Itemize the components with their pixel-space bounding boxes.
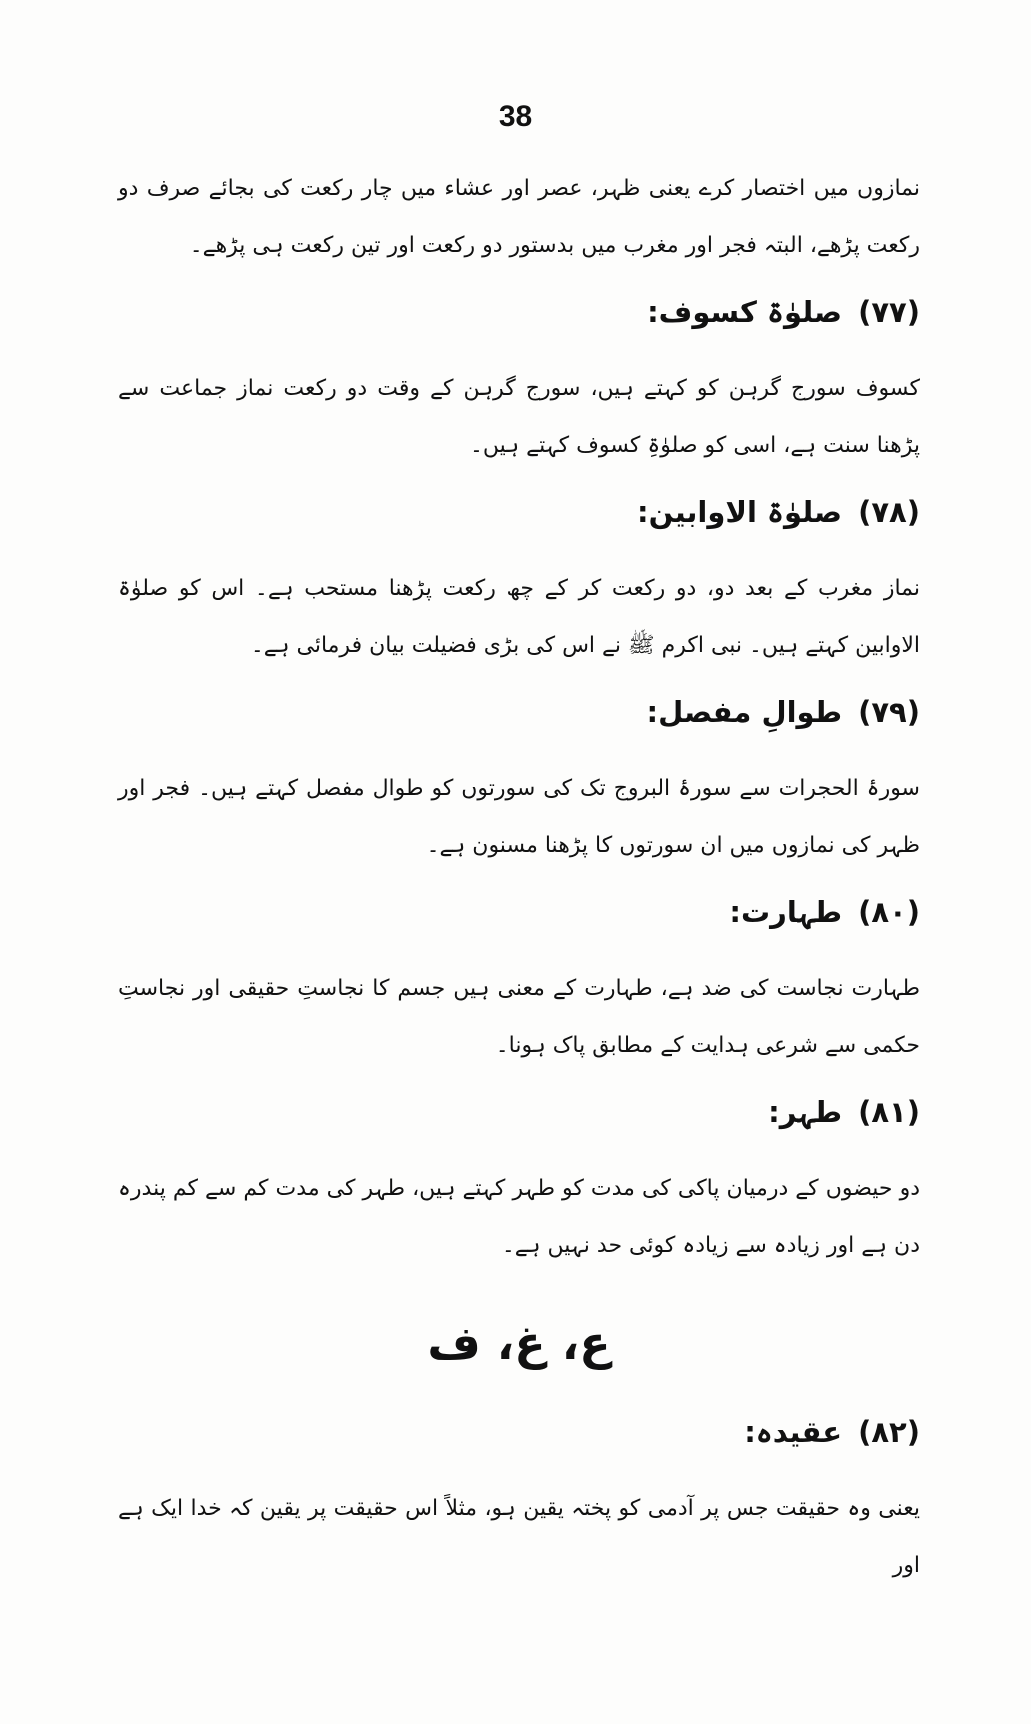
page-content — [118, 160, 920, 1594]
heading-taharat — [118, 882, 920, 942]
heading-title: طہر: — [768, 1095, 843, 1129]
heading-title: عقیدہ: — [744, 1415, 843, 1449]
paragraph-salat-awwabin: نماز مغرب کے بعد دو، دو رکعت کر کے چھ رکعت پڑھنا مستحب ہے۔ اس کو صلوٰۃ الاوابین کہتے ہیں۔ نبی اکرم ﷺ نے اس کی بڑی فضیلت بیان فرمائی ہے۔ — [118, 576, 920, 658]
heading-number: (۸۰) — [858, 895, 920, 929]
paragraph-tiwal-mufassal: سورۂ الحجرات سے سورۂ البروج تک کی سورتوں کو طوال مفصل کہتے ہیں۔ فجر اور ظہر کی نمازوں میں ان سورتوں کا پڑھنا مسنون ہے۔ — [118, 776, 920, 858]
heading-number: (۸۱) — [858, 1095, 920, 1129]
heading-salat-awwabin — [118, 482, 920, 542]
heading-title: صلوٰۃ الاوابین: — [637, 495, 843, 529]
paragraph-aqeedah: یعنی وہ حقیقت جس پر آدمی کو پختہ یقین ہو، مثلاً اس حقیقت پر یقین کہ خدا ایک ہے اور — [118, 1496, 920, 1578]
paragraph-taharat: طہارت نجاست کی ضد ہے، طہارت کے معنی ہیں جسم کا نجاستِ حقیقی اور نجاستِ حکمی سے شرعی ہدایت کے مطابق پاک ہونا۔ — [118, 976, 920, 1058]
heading-number: (۷۹) — [858, 695, 920, 729]
page-number: 38 — [498, 100, 533, 133]
heading-title: طوالِ مفصل: — [646, 695, 843, 729]
heading-number: (۸۲) — [858, 1415, 920, 1449]
heading-title: طہارت: — [729, 895, 843, 929]
heading-number: (۷۷) — [858, 295, 920, 329]
heading-salat-kusoof — [118, 282, 920, 342]
heading-number: (۷۸) — [858, 495, 920, 529]
heading-tiwal-mufassal — [118, 682, 920, 742]
paragraph-salat-kusoof: کسوف سورج گرہن کو کہتے ہیں، سورج گرہن کے وقت دو رکعت نماز جماعت سے پڑھنا سنت ہے، اسی کو صلوٰۃِ کسوف کہتے ہیں۔ — [118, 376, 920, 458]
paragraph-intro: نمازوں میں اختصار کرے یعنی ظہر، عصر اور عشاء میں چار رکعت کی بجائے صرف دو رکعت پڑھے، البتہ فجر اور مغرب میں بدستور دو رکعت اور تین رکعت ہی پڑھے۔ — [118, 176, 920, 258]
paragraph-tuhr: دو حیضوں کے درمیان پاکی کی مدت کو طہر کہتے ہیں، طہر کی مدت کم سے کم پندرہ دن ہے اور زیادہ سے زیادہ کوئی حد نہیں ہے۔ — [118, 1176, 920, 1258]
section-letters-heading: ع، غ، ف — [427, 1316, 611, 1370]
heading-title: صلوٰۃ کسوف: — [647, 295, 843, 329]
heading-tuhr — [118, 1082, 920, 1142]
heading-aqeedah — [118, 1402, 920, 1462]
